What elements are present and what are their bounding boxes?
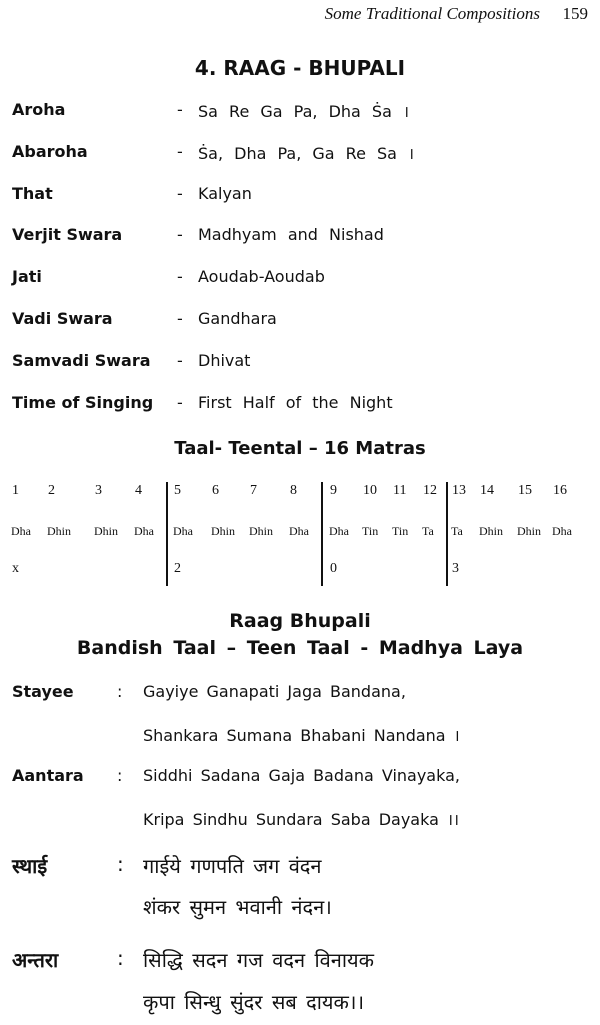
bol: Dhin: [211, 524, 235, 538]
attribute-value: Ṡa, Dha Pa, Ga Re Sa ।: [198, 143, 415, 163]
bol: Dha: [134, 524, 154, 538]
matra-number: 2: [48, 483, 55, 498]
attribute-label: Jati: [12, 267, 42, 287]
bol: Dhin: [94, 524, 118, 538]
devanagari-stayee-line: गाईये गणपति जग वंदन: [143, 854, 322, 878]
matra-number: 8: [290, 483, 297, 498]
bandish-subtitle: Bandish Taal – Teen Taal - Madhya Laya: [76, 637, 524, 659]
separator-dash: -: [177, 100, 183, 119]
bol: Dhin: [249, 524, 273, 538]
devanagari-aantara-line: कृपा सिन्धु सुंदर सब दायक।।: [143, 990, 365, 1014]
stayee-line: Gayiye Ganapati Jaga Bandana,: [143, 682, 406, 701]
matra-number: 13: [452, 483, 466, 498]
devanagari-aantara-label: अन्तरा: [12, 948, 59, 972]
attribute-value: Dhivat: [198, 350, 251, 370]
bol: Dha: [329, 524, 349, 538]
running-header: Some Traditional Compositions: [324, 4, 540, 23]
matra-number: 11: [393, 483, 407, 498]
bol: Dhin: [479, 524, 503, 538]
vibhag-divider: [321, 482, 323, 586]
bol: Tin: [362, 524, 379, 538]
separator-dash: -: [177, 183, 183, 203]
bol: Tin: [392, 524, 409, 538]
matra-number: 10: [363, 483, 377, 498]
devanagari-stayee-line: शंकर सुमन भवानी नंदन।: [143, 895, 332, 919]
matra-number: 12: [423, 483, 437, 498]
colon: :: [117, 946, 124, 970]
bol: Dha: [552, 524, 572, 538]
devanagari-aantara-line: सिद्धि सदन गज वदन विनायक: [143, 948, 375, 972]
bol: Dhin: [47, 524, 71, 538]
bol: Ta: [451, 524, 463, 538]
colon: :: [117, 852, 124, 876]
aantara-line: Kripa Sindhu Sundara Saba Dayaka ।।: [143, 810, 460, 829]
page-number: 159: [562, 4, 588, 23]
bol: Dha: [173, 524, 193, 538]
attribute-label: Aroha: [12, 100, 66, 119]
page-title: 4. RAAG - BHUPALI: [194, 56, 406, 80]
vibhag-divider: [166, 482, 168, 586]
attribute-label: Verjit Swara: [12, 225, 123, 245]
colon: :: [117, 682, 123, 701]
matra-number: 7: [250, 483, 257, 498]
bol: Dha: [11, 524, 31, 538]
separator-dash: -: [177, 309, 183, 328]
aantara-label: Aantara: [12, 766, 84, 785]
bol: Dha: [289, 524, 309, 538]
colon: :: [117, 766, 123, 785]
vibhag-divider: [446, 482, 448, 586]
matra-number: 14: [480, 483, 494, 498]
attribute-label: Vadi Swara: [12, 309, 113, 328]
devanagari-stayee-label: स्थाई: [12, 854, 48, 878]
taal-mark: x: [12, 561, 19, 576]
matra-number: 5: [174, 483, 181, 498]
taal-mark: 0: [330, 561, 337, 576]
attribute-value: Kalyan: [198, 183, 252, 203]
separator-dash: -: [177, 392, 183, 412]
matra-number: 15: [518, 483, 532, 498]
stayee-line: Shankara Sumana Bhabani Nandana ।: [143, 726, 460, 745]
separator-dash: -: [177, 267, 183, 287]
attribute-label: Time of Singing: [12, 392, 154, 412]
bol: Dhin: [517, 524, 541, 538]
matra-number: 4: [135, 483, 142, 498]
attribute-value: Madhyam and Nishad: [198, 225, 384, 245]
matra-number: 1: [12, 483, 19, 498]
taal-mark: 2: [174, 561, 181, 576]
attribute-value: Aoudab-Aoudab: [198, 267, 325, 287]
taal-title: Taal- Teental – 16 Matras: [174, 438, 426, 459]
attribute-value: Sa Re Ga Pa, Dha Ṡa ।: [198, 102, 410, 121]
matra-number: 6: [212, 483, 219, 498]
matra-number: 3: [95, 483, 102, 498]
attribute-label: Samvadi Swara: [12, 350, 151, 370]
bol: Ta: [422, 524, 434, 538]
matra-number: 9: [330, 483, 337, 498]
matra-number: 16: [553, 483, 567, 498]
separator-dash: -: [177, 350, 183, 370]
taal-mark: 3: [452, 561, 459, 576]
attribute-label: Abaroha: [12, 141, 88, 161]
separator-dash: -: [177, 141, 183, 161]
attribute-value: First Half of the Night: [198, 392, 393, 412]
attribute-value: Gandhara: [198, 309, 277, 328]
bandish-title: Raag Bhupali: [229, 610, 371, 632]
aantara-line: Siddhi Sadana Gaja Badana Vinayaka,: [143, 766, 460, 785]
separator-dash: -: [177, 225, 183, 245]
attribute-label: That: [12, 183, 53, 203]
stayee-label: Stayee: [12, 682, 74, 701]
